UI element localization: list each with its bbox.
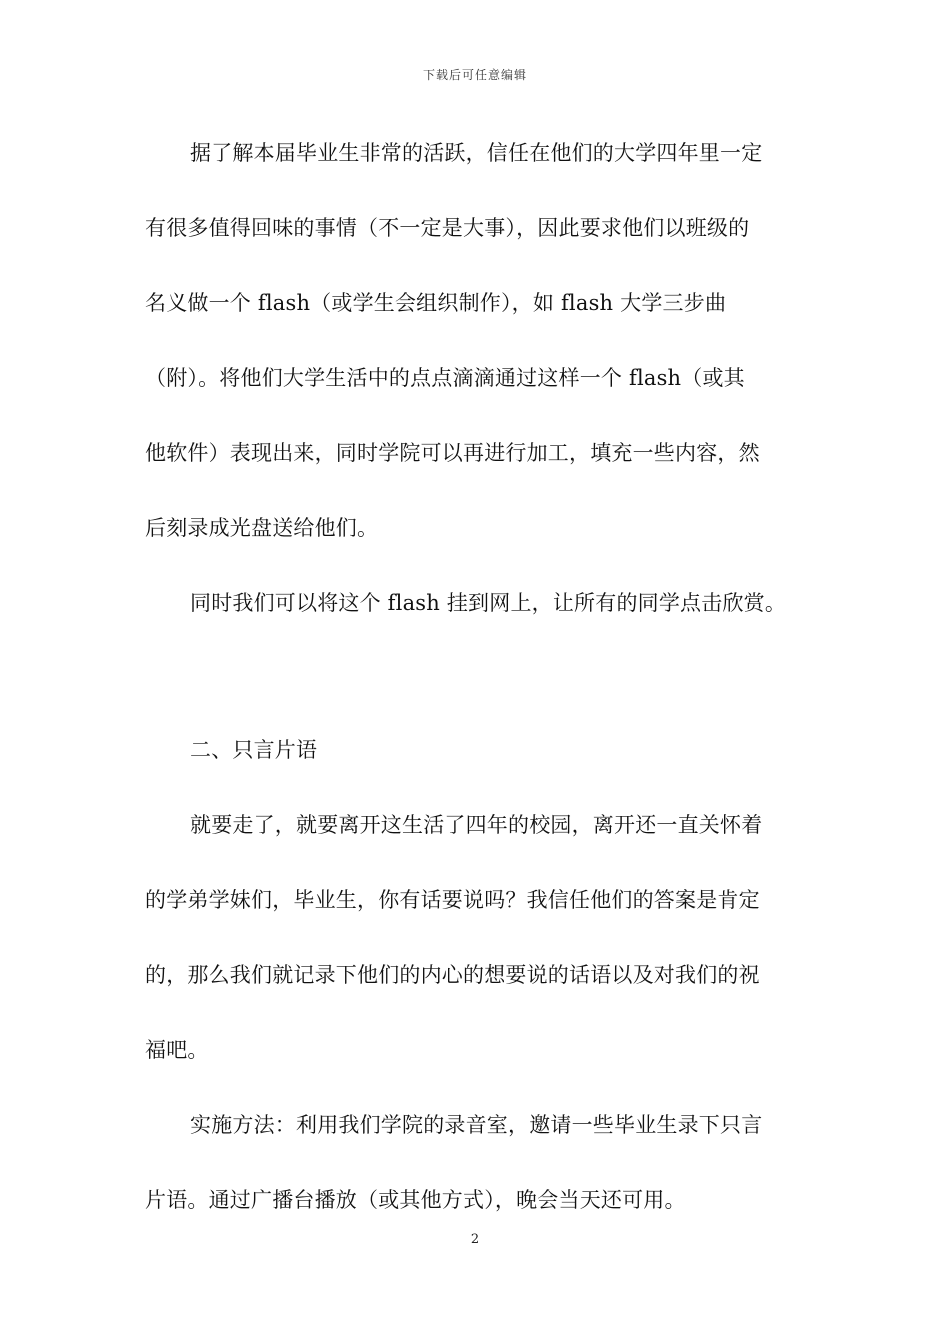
- paragraph-line: 名义做一个 flash（或学生会组织制作），如 flash 大学三步曲: [145, 291, 727, 315]
- paragraph-line: 有很多值得回味的事情（不一定是大事），因此要求他们以班级的: [145, 216, 750, 240]
- paragraph-line: （附）。将他们大学生活中的点点滴滴通过这样一个 flash（或其: [145, 366, 745, 390]
- paragraph-line: 福吧。: [145, 1038, 209, 1062]
- paragraph-line: 同时我们可以将这个 flash 挂到网上，让所有的同学点击欣赏。: [190, 591, 787, 615]
- page-number: 2: [470, 1232, 480, 1247]
- section-heading: 二、只言片语: [190, 738, 318, 762]
- paragraph-line: 的，那么我们就记录下他们的内心的想要说的话语以及对我们的祝: [145, 963, 760, 987]
- document-body: [145, 135, 810, 1219]
- paragraph-line: 就要走了，就要离开这生活了四年的校园，离开还一直关怀着: [190, 813, 763, 837]
- paragraph-line: 片语。通过广播台播放（或其他方式），晚会当天还可用。: [145, 1188, 686, 1212]
- paragraph-line: 据了解本届毕业生非常的活跃，信任在他们的大学四年里一定: [190, 141, 763, 165]
- paragraph-line: 他软件）表现出来，同时学院可以再进行加工，填充一些内容，然: [145, 441, 760, 465]
- paragraph-line: 的学弟学妹们，毕业生，你有话要说吗？我信任他们的答案是肯定: [145, 888, 760, 912]
- page-header: 下载后可任意编辑: [422, 68, 527, 82]
- paragraph-line: 后刻录成光盘送给他们。: [145, 516, 379, 540]
- paragraph-line: 实施方法：利用我们学院的录音室，邀请一些毕业生录下只言: [190, 1113, 763, 1137]
